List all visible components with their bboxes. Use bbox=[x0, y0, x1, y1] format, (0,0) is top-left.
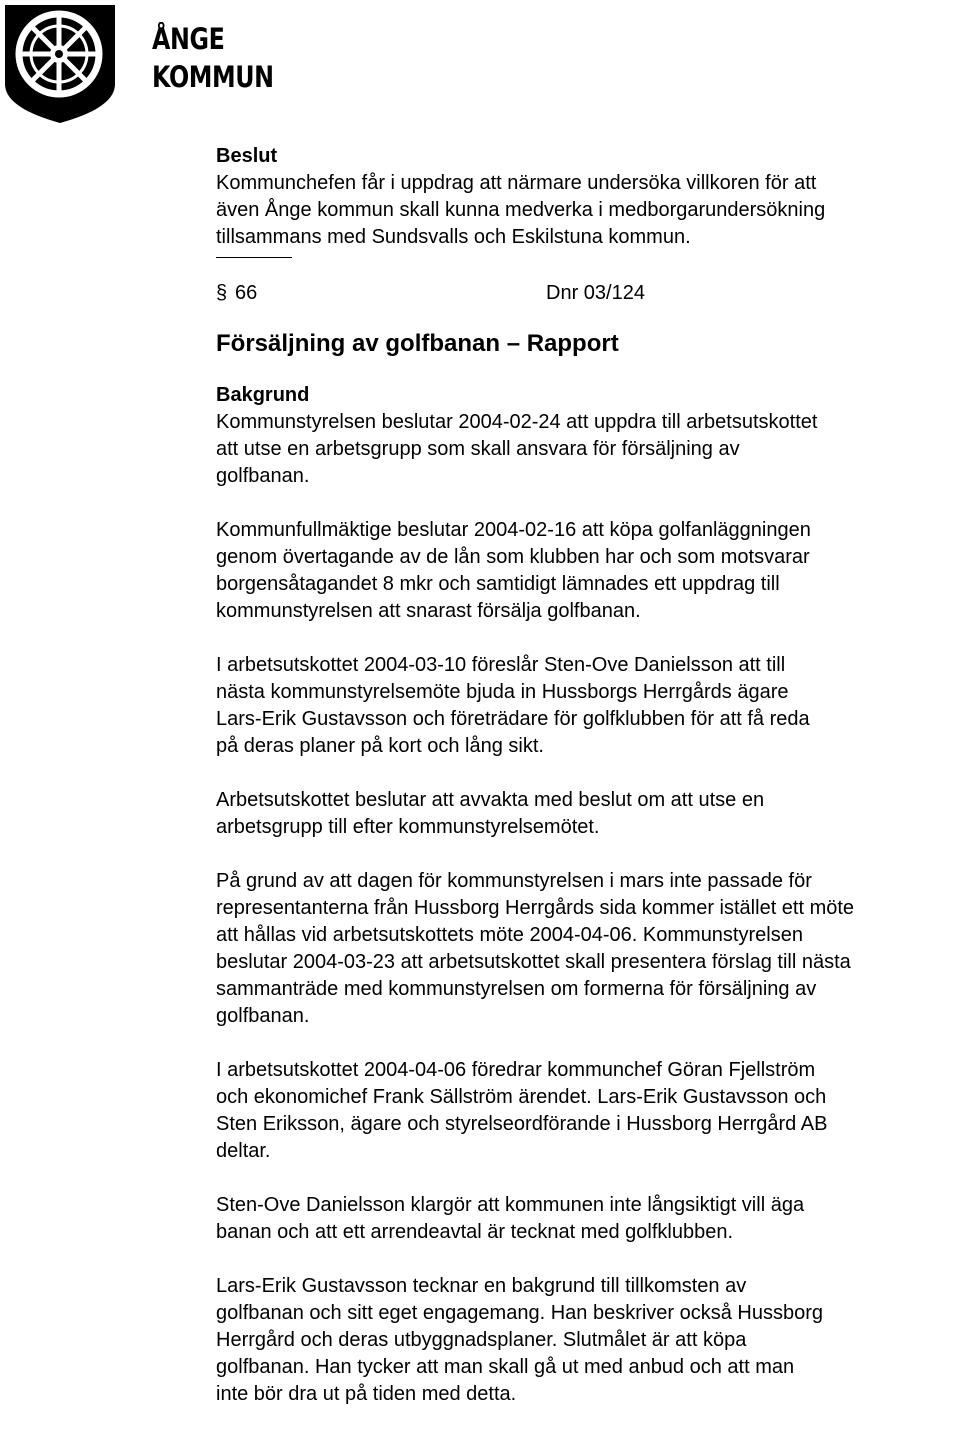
text-line: inte bör dra ut på tiden med detta. bbox=[216, 1383, 517, 1405]
text-line: golfbanan. bbox=[216, 465, 310, 487]
section-header bbox=[216, 280, 960, 307]
text-line: Lars-Erik Gustavsson tecknar en bakgrund till tillkomsten av bbox=[216, 1275, 747, 1297]
text-line: golfbanan. Han tycker att man skall gå ut med anbud och att man bbox=[216, 1356, 795, 1378]
text-line: Kommunfullmäktige beslutar 2004-02-16 att köpa golfanläggningen bbox=[216, 519, 811, 541]
paragraph bbox=[216, 1273, 960, 1408]
beslut-line: Kommunchefen får i uppdrag att närmare undersöka villkoren för att bbox=[216, 172, 817, 194]
text-line: Sten Eriksson, ägare och styrelseordförande i Hussborg Herrgård AB bbox=[216, 1113, 828, 1135]
diary-number: Dnr 03/124 bbox=[546, 282, 645, 304]
text-line: representanterna från Hussborg Herrgårds sida kommer istället ett möte bbox=[216, 897, 855, 919]
text-line: arbetsgrupp till efter kommunstyrelsemötet. bbox=[216, 816, 600, 838]
text-line: och ekonomichef Frank Sällström ärendet. Lars-Erik Gustavsson och bbox=[216, 1086, 827, 1108]
paragraph bbox=[216, 409, 960, 490]
text-line: kommunstyrelsen att snarast försälja golfbanan. bbox=[216, 600, 641, 622]
beslut-block bbox=[216, 143, 960, 251]
section-divider bbox=[216, 257, 292, 258]
document-body bbox=[216, 143, 960, 1408]
paragraph bbox=[216, 787, 960, 841]
municipality-logo bbox=[2, 2, 274, 122]
text-line: borgensåtagandet 8 mkr och samtidigt lämnades ett uppdrag till bbox=[216, 573, 780, 595]
beslut-line: tillsammans med Sundsvalls och Eskilstuna kommun. bbox=[216, 226, 691, 248]
text-line: Arbetsutskottet beslutar att avvakta med beslut om att utse en bbox=[216, 789, 765, 811]
text-line: på deras planer på kort och lång sikt. bbox=[216, 735, 544, 757]
text-line: att hållas vid arbetsutskottets möte 2004-04-06. Kommunstyrelsen bbox=[216, 924, 803, 946]
text-line: deltar. bbox=[216, 1140, 271, 1162]
section-title: Försäljning av golfbanan – Rapport bbox=[216, 330, 619, 357]
text-line: golfbanan och sitt eget engagemang. Han beskriver också Hussborg bbox=[216, 1302, 824, 1324]
paragraph bbox=[216, 652, 960, 760]
text-line: genom övertagande av de lån som klubben har och som motsvarar bbox=[216, 546, 810, 568]
text-line: I arbetsutskottet 2004-04-06 föredrar kommunchef Göran Fjellström bbox=[216, 1059, 816, 1081]
text-line: beslutar 2004-03-23 att arbetsutskottet skall presentera förslag till nästa bbox=[216, 951, 851, 973]
paragraph bbox=[216, 517, 960, 625]
text-line: I arbetsutskottet 2004-03-10 föreslår Sten-Ove Danielsson att till bbox=[216, 654, 786, 676]
text-line: att utse en arbetsgrupp som skall ansvara för försäljning av bbox=[216, 438, 740, 460]
paragraph bbox=[216, 868, 960, 1030]
text-line: banan och att ett arrendeavtal är tecknat med golfklubben. bbox=[216, 1221, 734, 1243]
text-line: Kommunstyrelsen beslutar 2004-02-24 att uppdra till arbetsutskottet bbox=[216, 411, 818, 433]
text-line: golfbanan. bbox=[216, 1005, 310, 1027]
text-line: Sten-Ove Danielsson klargör att kommunen inte långsiktigt vill äga bbox=[216, 1194, 805, 1216]
logo-line-1: ÅNGE bbox=[152, 22, 225, 56]
text-line: Herrgård och deras utbyggnadsplaner. Slutmålet är att köpa bbox=[216, 1329, 747, 1351]
text-line: sammanträde med kommunstyrelsen om formerna för försäljning av bbox=[216, 978, 817, 1000]
logo-wordmark bbox=[152, 20, 274, 96]
wheel-emblem-icon bbox=[2, 2, 120, 124]
bakgrund-heading: Bakgrund bbox=[216, 384, 310, 406]
logo-line-2: KOMMUN bbox=[152, 60, 274, 94]
paragraph bbox=[216, 1192, 960, 1246]
section-number: 66 bbox=[235, 282, 258, 304]
text-line: På grund av att dagen för kommunstyrelsen i mars inte passade för bbox=[216, 870, 812, 892]
beslut-heading: Beslut bbox=[216, 145, 278, 167]
paragraph bbox=[216, 1057, 960, 1165]
text-line: nästa kommunstyrelsemöte bjuda in Hussborgs Herrgårds ägare bbox=[216, 681, 789, 703]
bakgrund-block bbox=[216, 382, 960, 1408]
paragraph-sign: § bbox=[216, 282, 228, 304]
beslut-line: även Ånge kommun skall kunna medverka i medborgarundersökning bbox=[216, 199, 826, 221]
text-line: Lars-Erik Gustavsson och företrädare för golfklubben för att få reda bbox=[216, 708, 810, 730]
